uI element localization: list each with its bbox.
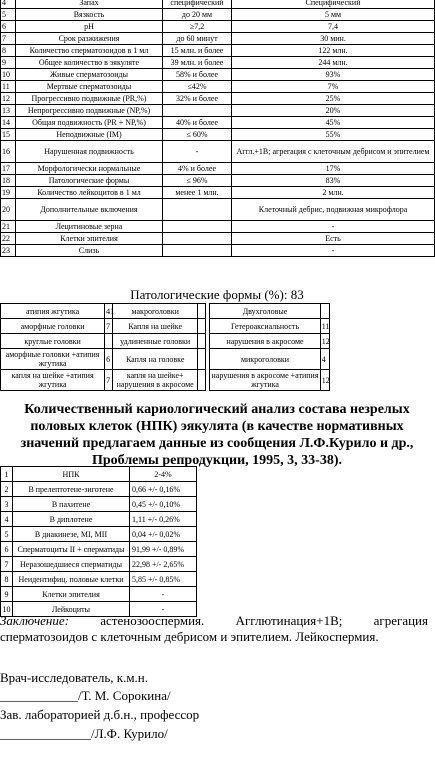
table-row: [1, 245, 435, 257]
form-value: [105, 334, 113, 349]
cell-type: В пахитене: [13, 497, 130, 512]
reference-value: специфический: [163, 0, 232, 9]
result-value: 20%: [232, 105, 435, 117]
parameter-name: Общая подвижность (PR + NP,%): [16, 117, 163, 129]
form-name: Капля на шейке: [113, 319, 198, 334]
table-row: [1, 221, 435, 233]
reference-value: [163, 105, 232, 117]
form-name: капля на шейке +атипия жгутика: [1, 370, 105, 391]
row-number: 21: [1, 221, 16, 233]
result-value: Клеточный дебрис, подвижная микрофлора: [232, 199, 435, 221]
row-number: 10: [1, 69, 16, 81]
table-row: [1, 93, 435, 105]
table-row: [1, 557, 197, 572]
table-row: [1, 141, 435, 163]
cell-type: В прелептотене-зиготене: [13, 482, 130, 497]
row-number: 2: [1, 482, 13, 497]
form-value: [197, 334, 205, 349]
table-row: [1, 304, 330, 319]
row-number: 4: [1, 0, 16, 9]
reference-value: до 20 мм: [163, 9, 232, 21]
cell-value: 5,85 +/- 0,85%: [130, 572, 197, 587]
row-number: 11: [1, 81, 16, 93]
row-number: 12: [1, 93, 16, 105]
table-row: [1, 527, 197, 542]
table-row: [1, 542, 197, 557]
conclusion-text: астенозооспермия. Агглютинация+1В; агрегация сперматозоидов с клеточным дебрисом и эпителием. Лейкоспермия.: [0, 613, 428, 644]
table-row: [1, 21, 435, 33]
table-row: [1, 349, 330, 370]
form-name: аморфные головки: [1, 319, 105, 334]
conclusion: [0, 613, 428, 645]
reference-value: ≤42%: [163, 81, 232, 93]
parameter-name: Неподвижные (IM): [16, 129, 163, 141]
form-name: нарушения в акросоме: [210, 334, 320, 349]
table-row: [1, 467, 197, 482]
form-value: 7: [105, 370, 113, 391]
parameter-name: Клетки эпителия: [16, 233, 163, 245]
row-number: 16: [1, 141, 16, 163]
result-value: -: [232, 245, 435, 257]
parameter-name: Морфологически нормальные: [16, 163, 163, 175]
cell-type: Неидентифиц. половые клетки: [13, 572, 130, 587]
parameter-name: Непрогрессивно подвижные (NP,%): [16, 105, 163, 117]
cell-value: 1,11 +/- 0,26%: [130, 512, 197, 527]
conclusion-label: Заключение:: [0, 613, 69, 628]
row-number: 9: [1, 587, 13, 602]
table-row: [1, 370, 330, 391]
doctor-role: Врач-исследователь, к.м.н.: [0, 670, 149, 685]
row-number: 5: [1, 9, 16, 21]
row-number: 6: [1, 21, 16, 33]
cell-type: Клетки эпителия: [13, 587, 130, 602]
parameter-name: Нарушенная подвижность: [16, 141, 163, 163]
parameter-name: Живые сперматозоиды: [16, 69, 163, 81]
form-name: атипия жгутика: [1, 304, 105, 319]
table-row: [1, 81, 435, 93]
row-number: 1: [1, 467, 13, 482]
form-name: нарушения в акросоме +атипия жгутика: [211, 371, 319, 389]
result-value: 55%: [232, 129, 435, 141]
form-value: [197, 319, 205, 334]
result-value: Аггл.+1В; агрегация с клеточным дебрисом и эпителием: [232, 141, 435, 163]
form-name: аморфные головки +атипия жгутика: [1, 349, 105, 370]
cell-value: -: [130, 587, 197, 602]
parameter-name: Лецитиновые зерна: [16, 221, 163, 233]
form-value: [197, 370, 205, 391]
head-role: Зав. лабораторией д.б.н., профессор: [0, 707, 200, 722]
reference-value: 4% и более: [163, 163, 232, 175]
cell-type: В диплотене: [13, 512, 130, 527]
table-row: [1, 57, 435, 69]
result-value: 30 мин.: [232, 33, 435, 45]
parameter-name: Дополнительные включения: [16, 199, 163, 221]
table-row: [1, 163, 435, 175]
head-signature-line: ______________/Л.Ф. Курило/: [0, 726, 168, 741]
form-name: Двухголовые: [210, 304, 320, 319]
result-value: 45%: [232, 117, 435, 129]
pathological-forms-table: [0, 303, 330, 391]
table-row: [1, 0, 435, 9]
reference-value: 39 млн. и более: [163, 57, 232, 69]
result-value: 83%: [232, 175, 435, 187]
row-number: 17: [1, 163, 16, 175]
reference-value: до 60 минут: [163, 33, 232, 45]
reference-value: ≥7,2: [163, 21, 232, 33]
cell-value: 91,99 +/- 0,89%: [130, 542, 197, 557]
result-value: 2 млн.: [232, 187, 435, 199]
row-number: 3: [1, 497, 13, 512]
cell-value: 22,98 +/- 2,65%: [130, 557, 197, 572]
table-row: [1, 45, 435, 57]
result-value: 7,4: [232, 21, 435, 33]
row-number: 8: [1, 45, 16, 57]
reference-value: [163, 245, 232, 257]
table-row: [1, 334, 330, 349]
parameter-name: Вязкость: [16, 9, 163, 21]
parameter-name: Количество сперматозоидов в 1 мл: [16, 45, 163, 57]
form-value: [197, 304, 205, 319]
form-name: Гетероаксиальность: [210, 319, 320, 334]
table-row: [1, 69, 435, 81]
result-value: 244 млн.: [232, 57, 435, 69]
table-row: [1, 199, 435, 221]
form-name: микроголовки: [210, 349, 320, 370]
result-value: 25%: [232, 93, 435, 105]
reference-value: [163, 221, 232, 233]
parameter-name: Мертвые сперматозоиды: [16, 81, 163, 93]
reference-value: менее 1 млн.: [163, 187, 232, 199]
form-name: круглые головки: [1, 334, 105, 349]
row-number: 6: [1, 542, 13, 557]
result-value: 17%: [232, 163, 435, 175]
reference-value: ≤ 96%: [163, 175, 232, 187]
table-row: [1, 129, 435, 141]
reference-value: -: [163, 141, 232, 163]
row-number: 23: [1, 245, 16, 257]
karyology-heading: Количественный кариологический анализ состава незрелых половых клеток (НПК) эякулята (в качестве нормативных значений предлагаем данные из сообщения Л.Ф.Курило и др., Проблемы репродукции, 1995, 3, 33-38).: [20, 402, 414, 468]
reference-value: 32% и более: [163, 93, 232, 105]
cell-value: 0,66 +/- 0,16%: [130, 482, 197, 497]
row-number: 20: [1, 199, 16, 221]
row-number: 15: [1, 129, 16, 141]
pathological-forms-title: Патологические формы (%): 83: [130, 287, 304, 302]
table-row: [1, 497, 197, 512]
row-number: 14: [1, 117, 16, 129]
result-value: 93%: [232, 69, 435, 81]
cell-type: Лейкоциты: [13, 602, 130, 617]
result-value: -: [232, 221, 435, 233]
row-number: 18: [1, 175, 16, 187]
parameter-name: Общее количество в эякуляте: [16, 57, 163, 69]
row-number: 8: [1, 572, 13, 587]
table-row: [1, 319, 330, 334]
parameter-name: Срок разжижения: [16, 33, 163, 45]
table-row: [1, 9, 435, 21]
form-value: 12: [320, 334, 329, 349]
form-value: 11: [320, 319, 329, 334]
semen-analysis-table: [0, 0, 435, 257]
form-value: 7: [105, 319, 113, 334]
table-row: [1, 587, 197, 602]
table-row: [1, 187, 435, 199]
cell-type: НПК: [13, 467, 130, 482]
reference-value: 15 млн. и более: [163, 45, 232, 57]
table-row: [1, 175, 435, 187]
reference-value: 40% и более: [163, 117, 232, 129]
form-value: 12: [320, 370, 329, 391]
cell-value: 0,45 +/- 0,10%: [130, 497, 197, 512]
cell-value: 0,04 +/- 0,02%: [130, 527, 197, 542]
table-row: [1, 512, 197, 527]
parameter-name: Количество лейкоцитов в 1 мл: [16, 187, 163, 199]
result-value: 7%: [232, 81, 435, 93]
cell-type: Сперматоциты II + сперматиды: [13, 542, 130, 557]
reference-value: ≤ 60%: [163, 129, 232, 141]
cell-value: 2-4%: [130, 467, 197, 482]
table-row: [1, 572, 197, 587]
form-value: [197, 349, 205, 370]
form-value: 41: [105, 304, 113, 319]
cell-value: -: [130, 602, 197, 617]
reference-value: [163, 233, 232, 245]
table-row: [1, 117, 435, 129]
row-number: 7: [1, 33, 16, 45]
table-row: [1, 105, 435, 117]
row-number: 19: [1, 187, 16, 199]
row-number: 5: [1, 527, 13, 542]
parameter-name: Запах: [16, 0, 163, 9]
parameter-name: Слизь: [16, 245, 163, 257]
reference-value: 58% и более: [163, 69, 232, 81]
table-row: [1, 233, 435, 245]
table-row: [1, 33, 435, 45]
form-value: 6: [105, 349, 113, 370]
form-value: 4: [320, 349, 329, 370]
parameter-name: Прогрессивно подвижные (PR,%): [16, 93, 163, 105]
cell-type: В диакинезе, MI, MII: [13, 527, 130, 542]
row-number: 22: [1, 233, 16, 245]
immature-cells-table: [0, 466, 197, 617]
row-number: 4: [1, 512, 13, 527]
result-value: 122 млн.: [232, 45, 435, 57]
parameter-name: pH: [16, 21, 163, 33]
result-value: Специфический: [232, 0, 435, 9]
parameter-name: Патологические формы: [16, 175, 163, 187]
form-name: Капля на головке: [113, 349, 198, 370]
row-number: 7: [1, 557, 13, 572]
form-name: удлиненные головки: [113, 334, 198, 349]
form-name: капля на шейке+ нарушения в акросоме: [113, 370, 198, 391]
doctor-signature-line: ____________/Т. М. Сорокина/: [0, 688, 171, 703]
result-value: Есть: [232, 233, 435, 245]
form-value: [320, 304, 329, 319]
reference-value: [163, 199, 232, 221]
cell-type: Неразошедшиеся сперматиды: [13, 557, 130, 572]
form-name: макроголовки: [113, 304, 198, 319]
result-value: 5 мм: [232, 9, 435, 21]
row-number: 10: [1, 602, 13, 617]
row-number: 13: [1, 105, 16, 117]
table-row: [1, 482, 197, 497]
row-number: 9: [1, 57, 16, 69]
